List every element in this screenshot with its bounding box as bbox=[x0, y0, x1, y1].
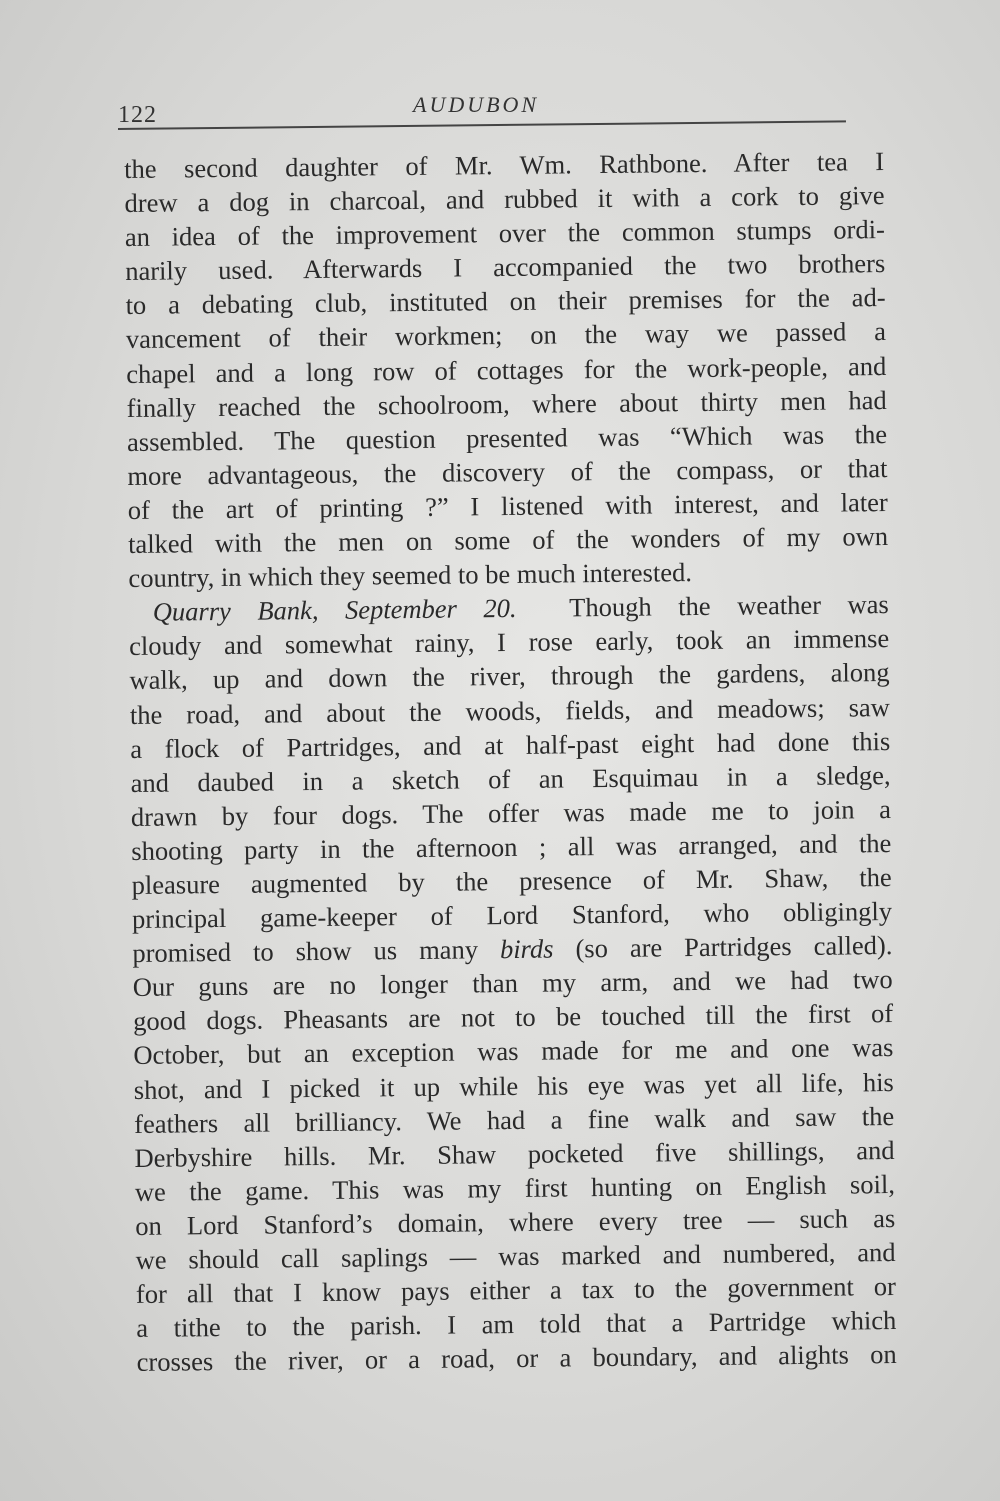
text-line: more advantageous, the discovery of the compass, or that bbox=[127, 452, 888, 491]
text-line: cloudy and somewhat rainy, I rose early, took an immense bbox=[129, 623, 890, 662]
text-line: an idea of the improvement over the common stumps ordi- bbox=[124, 214, 886, 253]
page-number: 122 bbox=[118, 102, 157, 128]
text-line: and daubed in a sketch of an Esquimau in a sledge, bbox=[130, 759, 891, 798]
text-line: talked with the men on some of the wonders of my own bbox=[127, 521, 889, 560]
text-line: country, in which they seemed to be much interested. bbox=[128, 557, 693, 594]
text-line: vancement of their workmen; on the way we passed a bbox=[125, 316, 887, 355]
text-line: walk, up and down the river, through the gardens, along bbox=[129, 657, 890, 696]
text-line: assembled. The question presented was “Which was the bbox=[126, 418, 888, 457]
text-line: chapel and a long row of cottages for the work-people, and bbox=[126, 350, 887, 389]
text-line: a tithe to the parish. I am told that a Partridge which bbox=[136, 1305, 897, 1344]
running-head: AUDUBON bbox=[413, 92, 540, 117]
birds-word: birds bbox=[499, 933, 554, 965]
text-line: to a debating club, instituted on their premises for the ad- bbox=[125, 282, 886, 321]
text-line: on Lord Stanford’s domain, where every tree — such as bbox=[135, 1202, 896, 1241]
text-line: we should call saplings — was marked and numbered, and bbox=[135, 1236, 896, 1275]
text-line: for all that I know pays either a tax to the government or bbox=[135, 1271, 897, 1310]
text-line: drew a dog in charcoal, and rubbed it with a cork to give bbox=[124, 180, 885, 219]
entry-heading: Quarry Bank, September 20. bbox=[152, 593, 517, 627]
text-line: finally reached the schoolroom, where about thirty men had bbox=[126, 384, 887, 423]
text-line: the second daughter of Mr. Wm. Rathbone. After tea I bbox=[124, 146, 885, 184]
text-line: pleasure augmented by the presence of Mr. Shaw, the bbox=[131, 861, 892, 900]
birds-line-before: promised to show us many bbox=[132, 934, 479, 969]
text-line: a flock of Partridges, and at half-past eight had done this bbox=[130, 725, 891, 764]
text-line: principal game-keeper of Lord Stanford, who obligingly bbox=[131, 896, 893, 935]
text-line: we the game. This was my first hunting on English soil, bbox=[134, 1168, 896, 1207]
text-line: Our guns are no longer than my arm, and we had two bbox=[132, 964, 893, 1003]
text-line: drawn by four dogs. The offer was made me to join a bbox=[130, 793, 892, 832]
text-line: shooting party in the afternoon ; all was arranged, and the bbox=[131, 827, 892, 866]
text-line: of the art of printing ?” I listened with interest, and later bbox=[127, 486, 888, 525]
birds-line-after: (so are Partridges called). bbox=[575, 930, 893, 964]
text-line: feathers all brilliancy. We had a fine walk and saw the bbox=[134, 1100, 895, 1139]
text-line: good dogs. Pheasants are not to be touched till the first of bbox=[132, 998, 894, 1037]
text-line: October, but an exception was made for me and one was bbox=[133, 1032, 894, 1071]
text-line: Derbyshire hills. Mr. Shaw pocketed five shillings, and bbox=[134, 1134, 895, 1173]
text-line: shot, and I picked it up while his eye was yet all life, his bbox=[133, 1066, 894, 1105]
text-line: the road, and about the woods, fields, and meadows; saw bbox=[129, 691, 891, 730]
text-line: narily used. Afterwards I accompanied the two brothers bbox=[125, 248, 886, 287]
body-text bbox=[124, 144, 897, 1379]
text-line: crosses the river, or a road, or a boundary, and alights on bbox=[136, 1339, 897, 1378]
entry-first-line-text: Though the weather was bbox=[569, 589, 889, 623]
